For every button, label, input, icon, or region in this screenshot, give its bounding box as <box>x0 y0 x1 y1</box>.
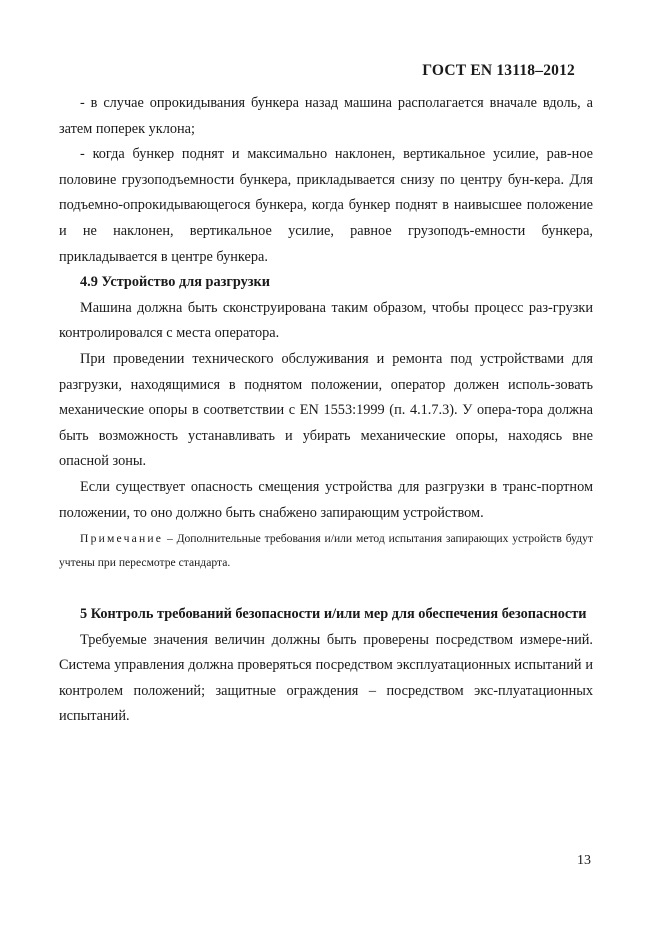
page-number: 13 <box>577 853 591 868</box>
note <box>59 527 593 575</box>
note-label: Примечание <box>80 532 164 546</box>
subsection-heading-4-9: 4.9 Устройство для разгрузки <box>80 274 271 291</box>
paragraph-verification: Требуемые значения величин должны быть проверены посредством измере-ний. Система управления должна проверяться посредством эксплуатационных испытаний и контролем положений; защитные ограждения – посредством экс-плуатационных испытаний. <box>59 631 593 725</box>
paragraph-unloading-control: Машина должна быть сконструирована таким образом, чтобы процесс раз-грузки контролировался с места оператора. <box>59 299 593 342</box>
section-heading-5: 5 Контроль требований безопасности и/или мер для обеспечения безопасности <box>80 606 587 623</box>
page-content <box>59 91 593 730</box>
standard-header: ГОСТ EN 13118–2012 <box>422 62 575 79</box>
paragraph-bunker-raised-force: - когда бункер поднят и максимально наклонен, вертикальное усилие, рав-ное половине грузоподъемности бункера, прикладывается снизу по центру бун-кера. Для подъемно-опрокидывающегося бункера, когда бункер поднят в наивысшее положение и не наклонен, вертикальное усилие, равное грузоподъ-емности бункера, прикладывается в центре бункера. <box>59 146 593 265</box>
paragraph-tip-over-rear: - в случае опрокидывания бункера назад машина располагается вначале вдоль, а затем поперек уклона; <box>59 95 593 137</box>
note-text: – Дополнительные требования и/или метод испытания запирающих устройств будут учтены при пересмотре стандарта. <box>59 532 593 570</box>
paragraph-locking-device: Если существует опасность смещения устройства для разгрузки в транс-портном положении, то оно должно быть снабжено запирающим устройством. <box>59 478 593 521</box>
paragraph-maintenance-supports: При проведении технического обслуживания и ремонта под устройствами для разгрузки, находящимися в поднятом положении, оператор должен исполь-зовать механические опоры в соответствии с EN 1553:1999 (п. 4.1.7.3). У опера-тора должна быть возможность устанавливать и убирать механические опоры, находясь вне опасной зоны. <box>59 350 593 470</box>
